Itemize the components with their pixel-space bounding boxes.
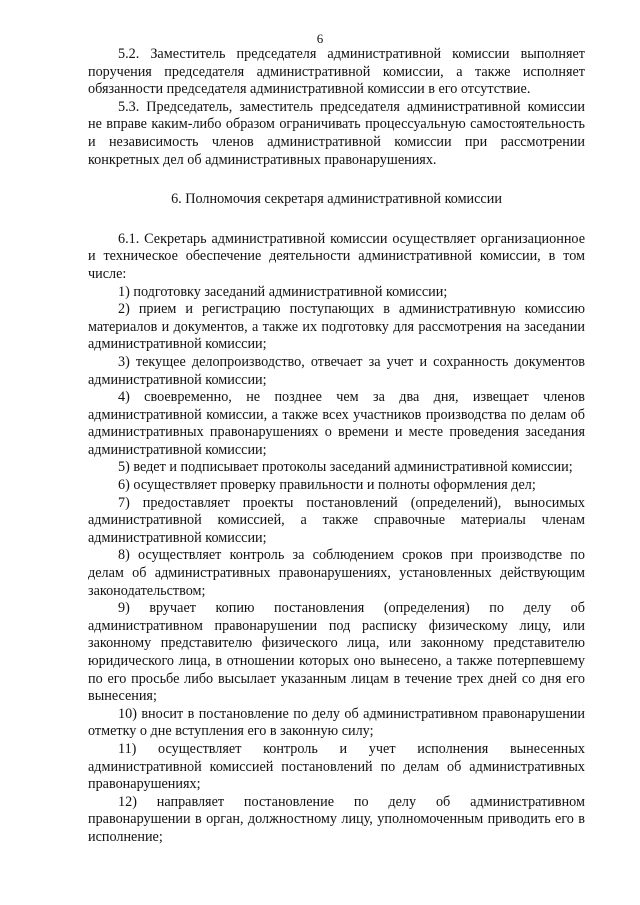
page-number: 6 <box>316 31 324 46</box>
list-item-3: 3) текущее делопроизводство, отвечает за учет и сохранность документов административной комиссии; <box>88 353 585 388</box>
list-item-8: 8) осуществляет контроль за соблюдением сроков при производстве по делам об административных правонарушениях, установленных действующим законодательством; <box>88 547 585 599</box>
list-item-12: 12) направляет постановление по делу об административном правонарушении в орган, должностному лицу, уполномоченным приводить его в исполнение; <box>88 793 585 845</box>
paragraph-5-3: 5.3. Председатель, заместитель председателя административной комиссии не вправе каким-либо образом ограничивать процессуальную самостоятельность и независимость членов административной комиссии при рассмотрении конкретных дел об административных правонарушениях. <box>88 98 585 168</box>
list-item-1: 1) подготовку заседаний административной комиссии; <box>118 283 448 300</box>
page-content <box>88 46 585 847</box>
list-item-6: 6) осуществляет проверку правильности и полноты оформления дел; <box>118 477 536 494</box>
paragraph-6-1: 6.1. Секретарь административной комиссии осуществляет организационное и техническое обеспечение деятельности административной комиссии, в том числе: <box>88 230 585 282</box>
list-item-2: 2) прием и регистрацию поступающих в административную комиссию материалов и документов, а также их подготовку для рассмотрения на заседании административной комиссии; <box>88 301 585 353</box>
paragraph-5-2: 5.2. Заместитель председателя административной комиссии выполняет поручения председателя административной комиссии, а также исполняет обязанности председателя административной комиссии в его отсутствие. <box>88 46 585 98</box>
list-item-10: 10) вносит в постановление по делу об административном правонарушении отметку о дне вступления его в законную силу; <box>88 705 585 740</box>
list-item-7: 7) предоставляет проекты постановлений (определений), выносимых административной комиссией, а также справочные материалы членам административной комиссии; <box>88 494 585 546</box>
list-item-11: 11) осуществляет контроль и учет исполнения вынесенных административной комиссией постановлений по делам об административных правонарушениях; <box>88 740 585 793</box>
list-item-4: 4) своевременно, не позднее чем за два дня, извещает членов административной комиссии, а также всех участников производства по делам об административных правонарушениях о времени и месте проведения заседания административной комиссии; <box>88 389 585 458</box>
section-6-heading: 6. Полномочия секретаря административной комиссии <box>171 191 502 208</box>
list-item-9: 9) вручает копию постановления (определения) по делу об административном правонарушении под расписку физическому лицу, или законному представителю физического лица, или законному представителю юридического лица, в отношении которых оно вынесено, а также потерпевшему по его просьбе либо высылает указанным лицам в течение трех дней со дня его вынесения; <box>88 600 585 705</box>
list-item-5: 5) ведет и подписывает протоколы заседаний административной комиссии; <box>118 459 573 476</box>
